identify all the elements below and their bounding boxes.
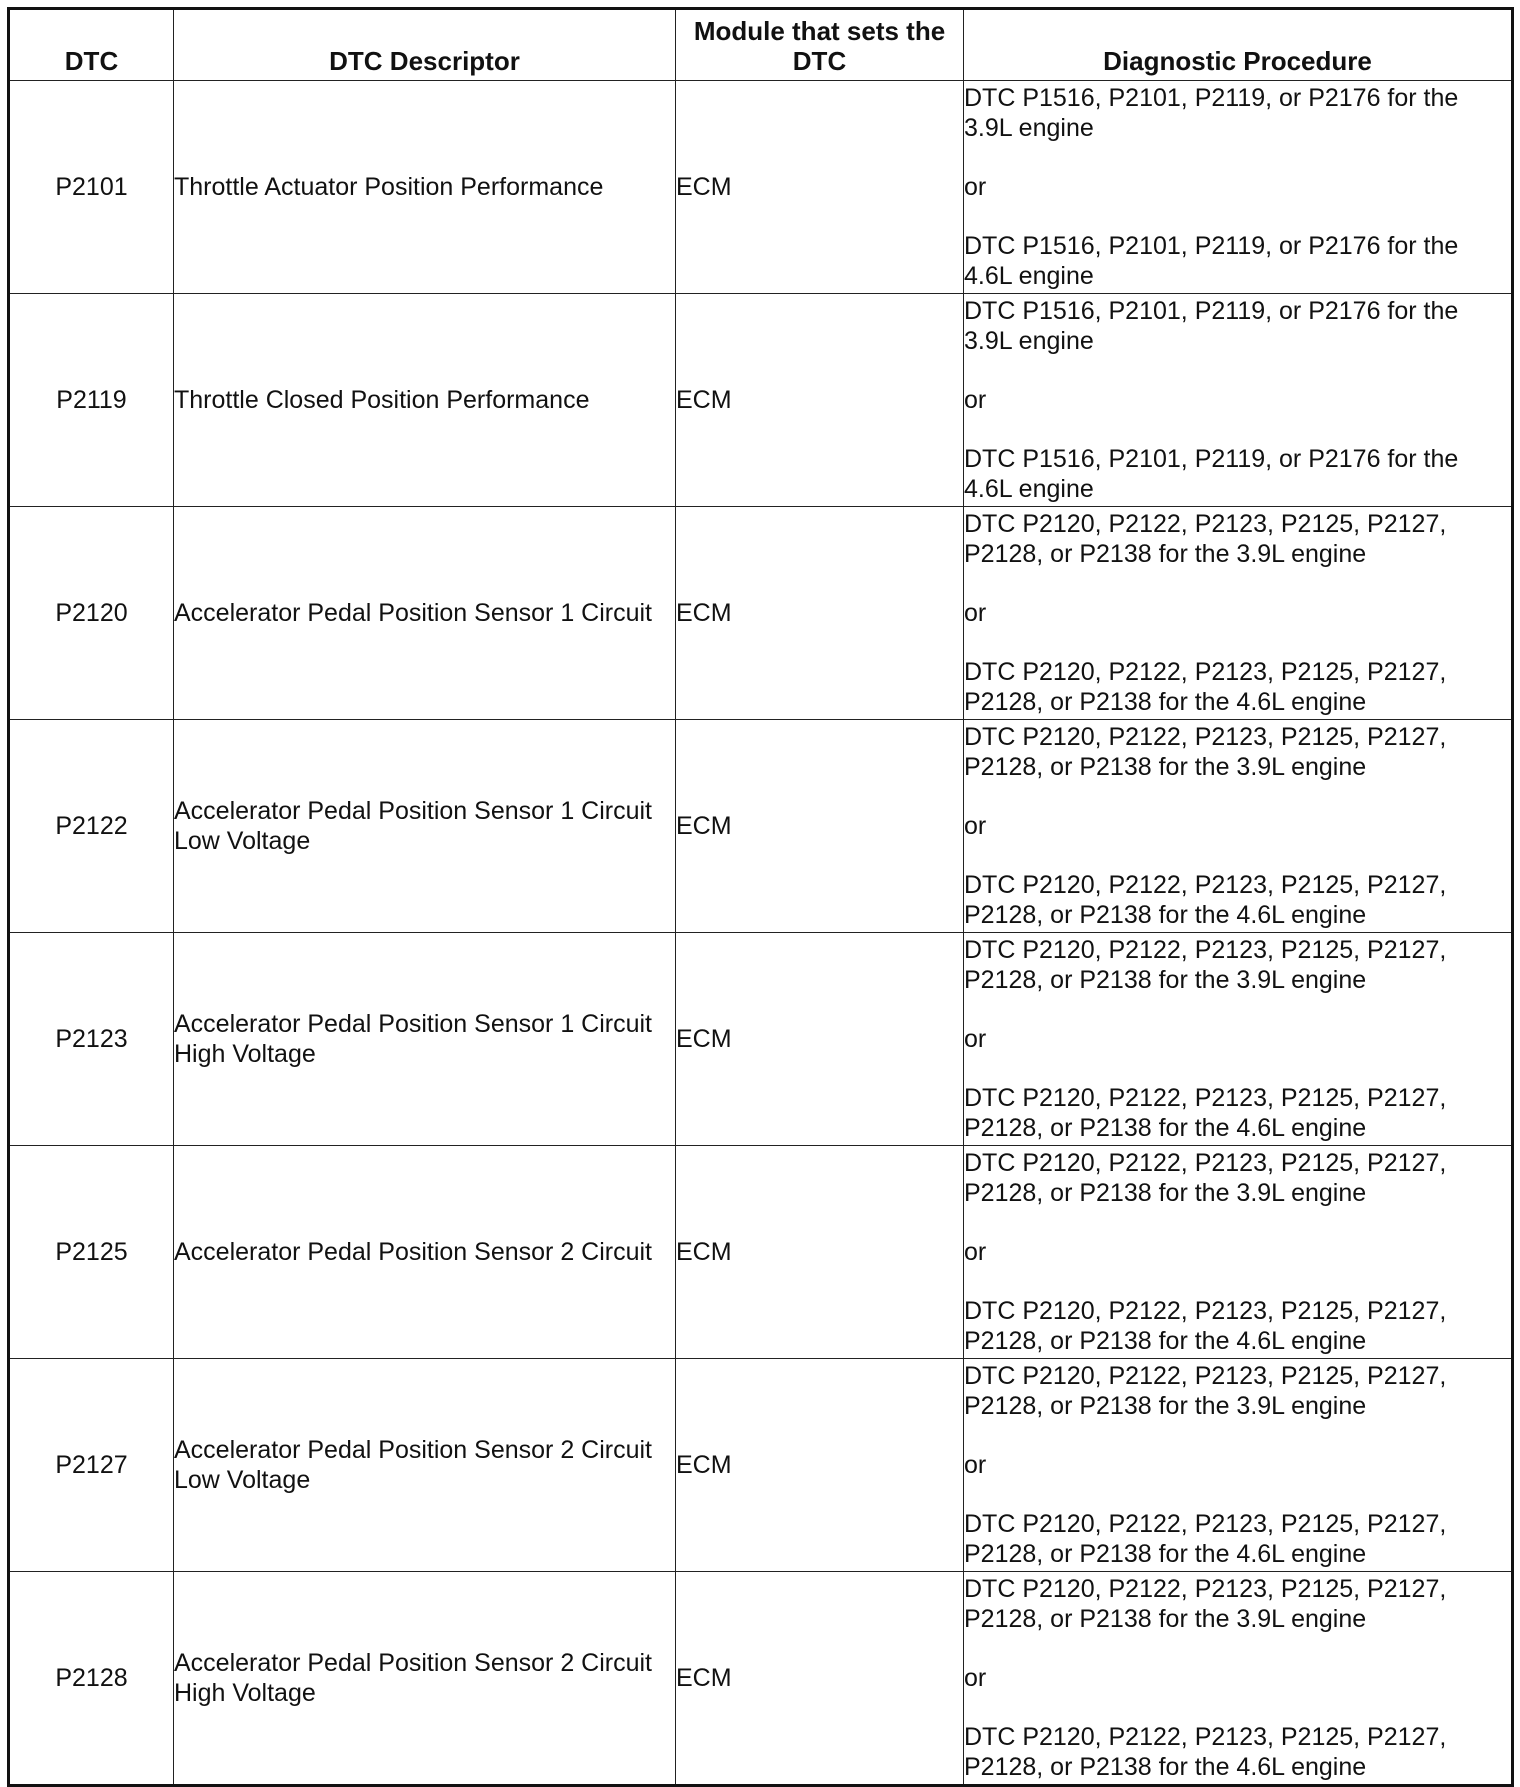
table-row [9, 294, 1513, 507]
procedure-link-3-9l[interactable]: DTC P2120, P2122, P2123, P2125, P2127, P2128, or P2138 for the 3.9L engine [964, 1149, 1447, 1207]
dtc-descriptor: Accelerator Pedal Position Sensor 2 Circuit Low Voltage [174, 1436, 653, 1494]
header-dtc: DTC [9, 9, 174, 81]
procedure-link-4-6l[interactable]: DTC P2120, P2122, P2123, P2125, P2127, P2128, or P2138 for the 4.6L engine [964, 871, 1447, 929]
procedure-or-label: or [964, 173, 987, 201]
table-row [9, 1146, 1513, 1359]
dtc-code: P2101 [55, 173, 128, 201]
procedure-link-4-6l[interactable]: DTC P1516, P2101, P2119, or P2176 for the 4.6L engine [964, 445, 1459, 503]
module-cell [676, 81, 964, 294]
procedure-cell [964, 294, 1513, 507]
module-name: ECM [676, 599, 732, 627]
procedure-or-label: or [964, 1451, 987, 1479]
table-row [9, 1572, 1513, 1786]
dtc-code: P2125 [55, 1238, 128, 1266]
procedure-link-3-9l[interactable]: DTC P2120, P2122, P2123, P2125, P2127, P2128, or P2138 for the 3.9L engine [964, 510, 1447, 568]
module-cell [676, 1359, 964, 1572]
procedure-or-label: or [964, 599, 987, 627]
table-row [9, 1359, 1513, 1572]
dtc-code: P2127 [55, 1451, 128, 1479]
dtc-code-cell [9, 1146, 174, 1359]
procedure-or-label: or [964, 1664, 987, 1692]
module-name: ECM [676, 386, 732, 414]
procedure-link-4-6l[interactable]: DTC P2120, P2122, P2123, P2125, P2127, P2128, or P2138 for the 4.6L engine [964, 658, 1447, 716]
procedure-link-3-9l[interactable]: DTC P2120, P2122, P2123, P2125, P2127, P2128, or P2138 for the 3.9L engine [964, 1362, 1447, 1420]
descriptor-cell [174, 933, 676, 1146]
module-cell [676, 507, 964, 720]
procedure-cell [964, 1359, 1513, 1572]
dtc-descriptor: Accelerator Pedal Position Sensor 1 Circuit High Voltage [174, 1010, 653, 1068]
module-name: ECM [676, 812, 732, 840]
procedure-link-3-9l[interactable]: DTC P2120, P2122, P2123, P2125, P2127, P2128, or P2138 for the 3.9L engine [964, 723, 1447, 781]
table-body [9, 81, 1513, 1786]
dtc-descriptor: Accelerator Pedal Position Sensor 1 Circuit [174, 599, 653, 627]
module-name: ECM [676, 1664, 732, 1692]
procedure-block [964, 1572, 1511, 1784]
dtc-code-cell [9, 294, 174, 507]
table-row [9, 81, 1513, 294]
table-row [9, 933, 1513, 1146]
table-row [9, 507, 1513, 720]
procedure-or-label: or [964, 812, 987, 840]
procedure-cell [964, 720, 1513, 933]
descriptor-cell [174, 1146, 676, 1359]
descriptor-cell [174, 81, 676, 294]
procedure-or-label: or [964, 386, 987, 414]
dtc-descriptor: Accelerator Pedal Position Sensor 2 Circuit [174, 1238, 653, 1266]
dtc-descriptor: Throttle Actuator Position Performance [174, 173, 604, 201]
procedure-block [964, 81, 1511, 293]
dtc-descriptor: Accelerator Pedal Position Sensor 1 Circuit Low Voltage [174, 797, 653, 855]
procedure-link-4-6l[interactable]: DTC P2120, P2122, P2123, P2125, P2127, P2128, or P2138 for the 4.6L engine [964, 1084, 1447, 1142]
dtc-code: P2120 [55, 599, 128, 627]
table-row [9, 720, 1513, 933]
module-name: ECM [676, 1451, 732, 1479]
dtc-table [7, 7, 1514, 1787]
dtc-descriptor: Throttle Closed Position Performance [174, 386, 590, 414]
dtc-code-cell [9, 1359, 174, 1572]
procedure-block [964, 933, 1511, 1145]
procedure-link-4-6l[interactable]: DTC P1516, P2101, P2119, or P2176 for the 4.6L engine [964, 232, 1459, 290]
procedure-cell [964, 507, 1513, 720]
procedure-block [964, 1359, 1511, 1571]
procedure-block [964, 294, 1511, 506]
procedure-cell [964, 1572, 1513, 1786]
module-name: ECM [676, 1025, 732, 1053]
dtc-code-cell [9, 81, 174, 294]
header-module-line2: DTC [792, 46, 847, 76]
procedure-or-label: or [964, 1238, 987, 1266]
header-descriptor: DTC Descriptor [174, 9, 676, 81]
procedure-cell [964, 81, 1513, 294]
module-cell [676, 1146, 964, 1359]
procedure-link-3-9l[interactable]: DTC P2120, P2122, P2123, P2125, P2127, P2128, or P2138 for the 3.9L engine [964, 936, 1447, 994]
module-cell [676, 1572, 964, 1786]
module-name: ECM [676, 1238, 732, 1266]
procedure-cell [964, 933, 1513, 1146]
dtc-code: P2128 [55, 1664, 128, 1692]
header-module-line1: Module that sets the [693, 16, 946, 46]
descriptor-cell [174, 720, 676, 933]
dtc-code: P2119 [56, 386, 127, 414]
module-cell [676, 933, 964, 1146]
procedure-link-3-9l[interactable]: DTC P1516, P2101, P2119, or P2176 for the 3.9L engine [964, 297, 1459, 355]
dtc-code-cell [9, 1572, 174, 1786]
dtc-code: P2123 [55, 1025, 128, 1053]
procedure-link-4-6l[interactable]: DTC P2120, P2122, P2123, P2125, P2127, P2128, or P2138 for the 4.6L engine [964, 1723, 1447, 1781]
dtc-code: P2122 [55, 812, 128, 840]
procedure-cell [964, 1146, 1513, 1359]
descriptor-cell [174, 294, 676, 507]
procedure-link-4-6l[interactable]: DTC P2120, P2122, P2123, P2125, P2127, P2128, or P2138 for the 4.6L engine [964, 1297, 1447, 1355]
header-procedure: Diagnostic Procedure [964, 9, 1513, 81]
header-row [9, 9, 1513, 81]
procedure-block [964, 507, 1511, 719]
dtc-descriptor: Accelerator Pedal Position Sensor 2 Circuit High Voltage [174, 1649, 653, 1707]
header-module [676, 9, 964, 81]
descriptor-cell [174, 1359, 676, 1572]
dtc-code-cell [9, 507, 174, 720]
dtc-code-cell [9, 933, 174, 1146]
module-name: ECM [676, 173, 732, 201]
procedure-link-3-9l[interactable]: DTC P2120, P2122, P2123, P2125, P2127, P2128, or P2138 for the 3.9L engine [964, 1575, 1447, 1633]
table-header [9, 9, 1513, 81]
dtc-code-cell [9, 720, 174, 933]
procedure-link-3-9l[interactable]: DTC P1516, P2101, P2119, or P2176 for the 3.9L engine [964, 84, 1459, 142]
procedure-link-4-6l[interactable]: DTC P2120, P2122, P2123, P2125, P2127, P2128, or P2138 for the 4.6L engine [964, 1510, 1447, 1568]
procedure-or-label: or [964, 1025, 987, 1053]
descriptor-cell [174, 507, 676, 720]
descriptor-cell [174, 1572, 676, 1786]
module-cell [676, 294, 964, 507]
procedure-block [964, 720, 1511, 932]
procedure-block [964, 1146, 1511, 1358]
module-cell [676, 720, 964, 933]
